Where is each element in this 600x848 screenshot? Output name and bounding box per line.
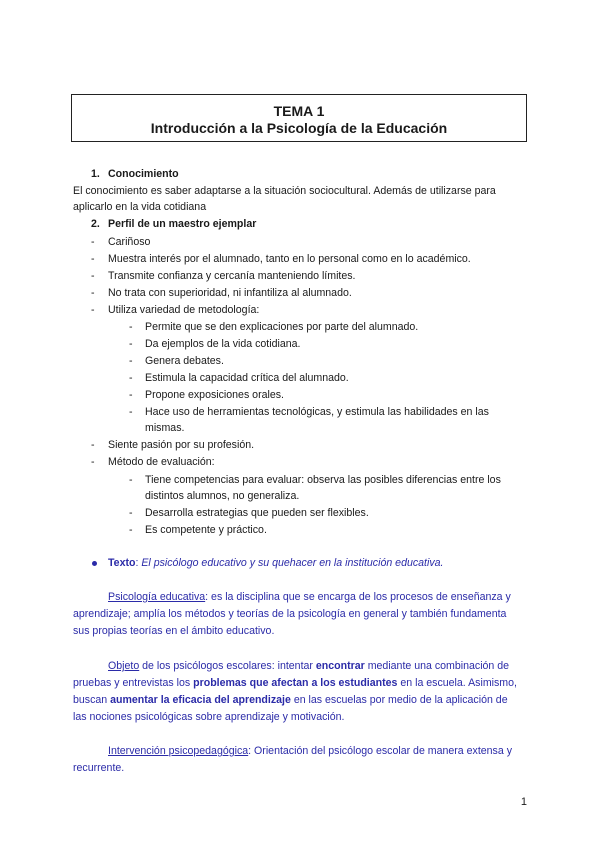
dash-bullet: - xyxy=(91,287,95,299)
dash-bullet: - xyxy=(91,439,95,451)
dash-bullet: - xyxy=(129,524,133,536)
section1-body-line1: El conocimiento es saber adaptarse a la situación sociocultural. Además de utilizarse para xyxy=(73,185,496,197)
para1-line3: sus propias teorías en el ámbito educativo. xyxy=(73,625,275,637)
para3-line1 xyxy=(73,744,528,758)
para2-line4: las nociones psicológicas sobre aprendizaje y motivación. xyxy=(73,711,345,723)
sub-list-item: Tiene competencias para evaluar: observa las posibles diferencias entre los xyxy=(145,474,501,486)
dash-bullet: - xyxy=(129,355,133,367)
sub-list-item: Hace uso de herramientas tecnológicas, y estimula las habilidades en las xyxy=(145,406,489,418)
sub-list-item-cont: mismas. xyxy=(145,422,185,434)
sub-list-item: Permite que se den explicaciones por parte del alumnado. xyxy=(145,321,419,333)
para2-bold: encontrar xyxy=(315,660,365,672)
sub-list-item: Estimula la capacidad crítica del alumnado. xyxy=(145,372,349,384)
intervencion-term: Intervención psicopedagógica xyxy=(108,745,249,757)
dash-bullet: - xyxy=(129,507,133,519)
para1-line2: aprendizaje; amplía los métodos y teorías de la psicología en general y también fundamenta xyxy=(73,608,507,620)
sub-list-item: Propone exposiciones orales. xyxy=(145,389,284,401)
para2-line3 xyxy=(73,693,528,707)
list-item: Siente pasión por su profesión. xyxy=(108,439,255,451)
sub-list-item-cont: distintos alumnos, no generaliza. xyxy=(145,490,300,502)
dash-bullet: - xyxy=(129,338,133,350)
para3-line1-rest: : Orientación del psicólogo escolar de manera extensa y xyxy=(248,745,512,757)
list-item: Método de evaluación: xyxy=(108,456,215,468)
list-item: Transmite confianza y cercanía manteniendo límites. xyxy=(108,270,356,282)
list-item: Muestra interés por el alumnado, tanto en lo personal como en lo académico. xyxy=(108,253,471,265)
section1-heading: Conocimiento xyxy=(108,168,179,180)
sub-list-item: Desarrolla estrategias que pueden ser flexibles. xyxy=(145,507,369,519)
sub-list-item: Genera debates. xyxy=(145,355,224,367)
para3-line2: recurrente. xyxy=(73,762,125,774)
section1-body-line2: aplicarlo en la vida cotidiana xyxy=(73,201,207,213)
list-item: No trata con superioridad, ni infantiliza al alumnado. xyxy=(108,287,352,299)
section2-heading: Perfil de un maestro ejemplar xyxy=(108,218,257,230)
psicologia-educativa-term: Psicología educativa xyxy=(108,591,206,603)
dash-bullet: - xyxy=(129,474,133,486)
texto-label: Texto xyxy=(108,557,136,569)
dash-bullet: - xyxy=(91,304,95,316)
para2-line1 xyxy=(73,659,528,673)
para2-line2 xyxy=(73,676,528,690)
para2-text: en la escuela. Asimismo, xyxy=(397,677,517,689)
dash-bullet: - xyxy=(129,372,133,384)
texto-line xyxy=(108,556,443,570)
dash-bullet: - xyxy=(91,270,95,282)
para2-text: buscan xyxy=(73,694,111,706)
para2-bold: problemas que afectan a los estudiantes xyxy=(193,677,398,689)
sub-list-item: Da ejemplos de la vida cotidiana. xyxy=(145,338,301,350)
para2-text: pruebas y entrevistas los xyxy=(73,677,194,689)
dash-bullet: - xyxy=(129,389,133,401)
para2-bold: aumentar la eficacia del aprendizaje xyxy=(110,694,291,706)
para1-line1-rest: : es la disciplina que se encarga de los procesos de enseñanza y xyxy=(205,591,511,603)
para2-text: mediante una combinación de xyxy=(364,660,510,672)
tema-subtitle: Introducción a la Psicología de la Educación xyxy=(150,120,448,136)
section1-number: 1. xyxy=(91,168,100,180)
dash-bullet: - xyxy=(129,321,133,333)
list-item: Utiliza variedad de metodología: xyxy=(108,304,260,316)
bullet-dot-icon xyxy=(92,561,97,566)
list-item: Cariñoso xyxy=(108,236,151,248)
dash-bullet: - xyxy=(129,406,133,418)
page-number: 1 xyxy=(520,796,527,808)
dash-bullet: - xyxy=(91,236,95,248)
dash-bullet: - xyxy=(91,253,95,265)
tema-title: TEMA 1 xyxy=(273,103,325,119)
section2-number: 2. xyxy=(91,218,100,230)
texto-title: El psicólogo educativo y su quehacer en la institución educativa. xyxy=(141,557,444,569)
texto-colon: : xyxy=(135,557,142,569)
para1-line1 xyxy=(73,590,528,604)
title-box xyxy=(71,94,527,142)
para2-text: de los psicólogos escolares: intentar xyxy=(139,660,316,672)
dash-bullet: - xyxy=(91,456,95,468)
objeto-term: Objeto xyxy=(108,660,140,672)
para2-text: en las escuelas por medio de la aplicación de xyxy=(290,694,508,706)
sub-list-item: Es competente y práctico. xyxy=(145,524,267,536)
